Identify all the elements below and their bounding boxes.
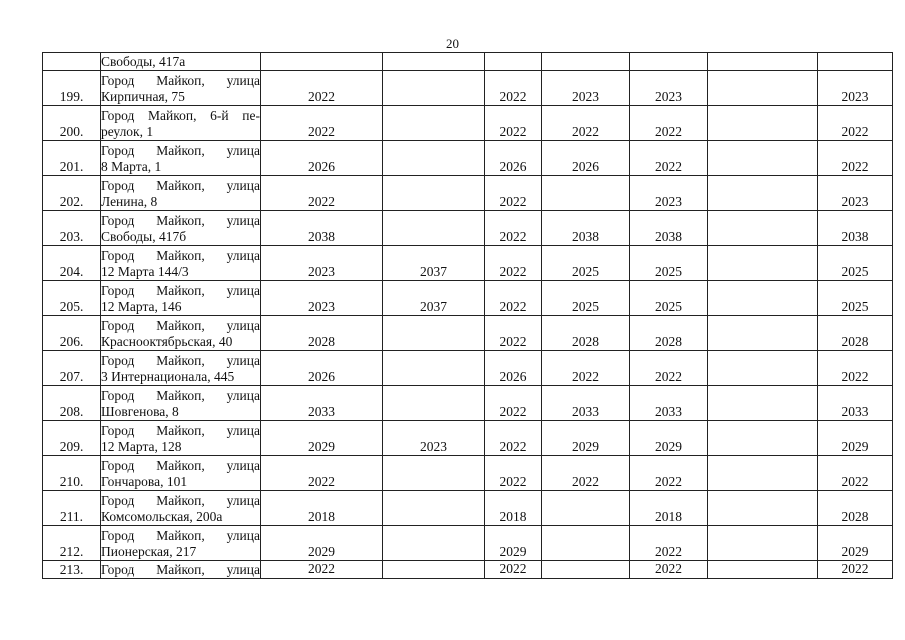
year-cell bbox=[383, 211, 485, 246]
year-cell: 2018 bbox=[630, 491, 708, 526]
year-cell: 2033 bbox=[630, 386, 708, 421]
address-cell bbox=[101, 386, 261, 421]
year-cell bbox=[708, 386, 818, 421]
address-line: Город Майкоп, улица bbox=[101, 283, 260, 298]
year-cell: 2022 bbox=[542, 351, 630, 386]
address-cell bbox=[101, 526, 261, 561]
year-cell bbox=[708, 106, 818, 141]
year-cell: 2028 bbox=[542, 316, 630, 351]
address-cell bbox=[101, 211, 261, 246]
year-cell: 2022 bbox=[485, 106, 542, 141]
year-cell: 2029 bbox=[261, 526, 383, 561]
address-cell bbox=[101, 491, 261, 526]
row-number: 205. bbox=[43, 281, 101, 316]
year-cell bbox=[383, 526, 485, 561]
year-cell bbox=[542, 176, 630, 211]
address-cell bbox=[101, 141, 261, 176]
address-cell bbox=[101, 246, 261, 281]
year-cell: 2038 bbox=[818, 211, 893, 246]
year-cell: 2022 bbox=[261, 561, 383, 579]
address-cell bbox=[101, 71, 261, 106]
table-row bbox=[43, 421, 893, 456]
address-line: Город Майкоп, улица bbox=[101, 562, 260, 577]
address-line: Город Майкоп, улица bbox=[101, 353, 260, 368]
year-cell: 2022 bbox=[818, 351, 893, 386]
year-cell bbox=[485, 53, 542, 71]
table-row bbox=[43, 211, 893, 246]
year-cell: 2022 bbox=[542, 456, 630, 491]
year-cell bbox=[383, 106, 485, 141]
year-cell: 2023 bbox=[383, 421, 485, 456]
address-line: 12 Марта, 128 bbox=[101, 439, 182, 454]
address-line: Ленина, 8 bbox=[101, 194, 158, 209]
address-line: Комсомольская, 200а bbox=[101, 509, 223, 524]
year-cell: 2022 bbox=[630, 561, 708, 579]
row-number: 210. bbox=[43, 456, 101, 491]
year-cell bbox=[542, 526, 630, 561]
page-number: 20 bbox=[446, 36, 459, 51]
address-line: Гончарова, 101 bbox=[101, 474, 188, 489]
year-cell: 2026 bbox=[261, 141, 383, 176]
year-cell: 2029 bbox=[818, 526, 893, 561]
year-cell bbox=[383, 53, 485, 71]
row-number: 204. bbox=[43, 246, 101, 281]
year-cell: 2033 bbox=[818, 386, 893, 421]
table-row bbox=[43, 71, 893, 106]
row-number: 201. bbox=[43, 141, 101, 176]
address-line: Город Майкоп, улица bbox=[101, 388, 260, 403]
address-line: Город Майкоп, улица bbox=[101, 213, 260, 228]
year-cell: 2023 bbox=[818, 176, 893, 211]
year-cell bbox=[383, 141, 485, 176]
year-cell: 2022 bbox=[485, 246, 542, 281]
row-number: 202. bbox=[43, 176, 101, 211]
year-cell: 2025 bbox=[630, 246, 708, 281]
year-cell: 2022 bbox=[630, 351, 708, 386]
year-cell bbox=[708, 421, 818, 456]
year-cell: 2022 bbox=[485, 456, 542, 491]
address-line: Свободы, 417б bbox=[101, 229, 187, 244]
year-cell: 2022 bbox=[485, 421, 542, 456]
year-cell: 2025 bbox=[818, 246, 893, 281]
year-cell bbox=[708, 141, 818, 176]
year-cell: 2022 bbox=[818, 141, 893, 176]
year-cell bbox=[542, 561, 630, 579]
address-line: Город Майкоп, улица bbox=[101, 143, 260, 158]
address-line: Город Майкоп, улица bbox=[101, 178, 260, 193]
year-cell: 2022 bbox=[485, 316, 542, 351]
year-cell: 2022 bbox=[630, 141, 708, 176]
year-cell: 2018 bbox=[261, 491, 383, 526]
address-cell bbox=[101, 106, 261, 141]
year-cell: 2022 bbox=[261, 71, 383, 106]
table-row bbox=[43, 386, 893, 421]
address-cell bbox=[101, 281, 261, 316]
address-cell bbox=[101, 176, 261, 211]
year-cell: 2023 bbox=[261, 281, 383, 316]
year-cell: 2022 bbox=[818, 106, 893, 141]
address-cell bbox=[101, 53, 261, 71]
year-cell bbox=[708, 561, 818, 579]
year-cell: 2022 bbox=[485, 176, 542, 211]
table-row bbox=[43, 106, 893, 141]
row-number: 203. bbox=[43, 211, 101, 246]
year-cell bbox=[708, 246, 818, 281]
year-cell: 2022 bbox=[542, 106, 630, 141]
year-cell: 2029 bbox=[818, 421, 893, 456]
year-cell: 2022 bbox=[261, 106, 383, 141]
year-cell: 2023 bbox=[818, 71, 893, 106]
year-cell bbox=[383, 561, 485, 579]
address-line: 12 Марта 144/3 bbox=[101, 264, 189, 279]
year-cell: 2026 bbox=[485, 141, 542, 176]
table-row bbox=[43, 456, 893, 491]
row-number: 208. bbox=[43, 386, 101, 421]
year-cell: 2018 bbox=[485, 491, 542, 526]
year-cell bbox=[383, 316, 485, 351]
row-number: 212. bbox=[43, 526, 101, 561]
year-cell bbox=[383, 456, 485, 491]
year-cell bbox=[383, 491, 485, 526]
year-cell bbox=[542, 491, 630, 526]
address-cell bbox=[101, 561, 261, 579]
table-row bbox=[43, 141, 893, 176]
year-cell: 2038 bbox=[630, 211, 708, 246]
address-line: Свободы, 417а bbox=[101, 54, 186, 69]
address-line: Кирпичная, 75 bbox=[101, 89, 185, 104]
year-cell: 2023 bbox=[630, 176, 708, 211]
year-cell bbox=[708, 176, 818, 211]
year-cell: 2037 bbox=[383, 281, 485, 316]
year-cell: 2025 bbox=[818, 281, 893, 316]
year-cell: 2022 bbox=[485, 281, 542, 316]
address-line: Город Майкоп, улица bbox=[101, 493, 260, 508]
year-cell bbox=[818, 53, 893, 71]
row-number: 207. bbox=[43, 351, 101, 386]
year-cell: 2022 bbox=[485, 71, 542, 106]
year-cell: 2033 bbox=[542, 386, 630, 421]
year-cell bbox=[383, 176, 485, 211]
year-cell: 2038 bbox=[261, 211, 383, 246]
year-cell bbox=[708, 351, 818, 386]
address-line: Город Майкоп, улица bbox=[101, 423, 260, 438]
row-number: 209. bbox=[43, 421, 101, 456]
year-cell bbox=[708, 456, 818, 491]
row-number: 211. bbox=[43, 491, 101, 526]
row-number: 199. bbox=[43, 71, 101, 106]
year-cell: 2029 bbox=[261, 421, 383, 456]
year-cell: 2022 bbox=[630, 526, 708, 561]
year-cell bbox=[708, 71, 818, 106]
year-cell: 2029 bbox=[542, 421, 630, 456]
year-cell bbox=[261, 53, 383, 71]
year-cell: 2022 bbox=[485, 211, 542, 246]
year-cell bbox=[630, 53, 708, 71]
address-cell bbox=[101, 351, 261, 386]
year-cell: 2026 bbox=[261, 351, 383, 386]
year-cell: 2023 bbox=[630, 71, 708, 106]
table-row bbox=[43, 561, 893, 579]
year-cell: 2022 bbox=[630, 456, 708, 491]
year-cell bbox=[542, 53, 630, 71]
year-cell: 2038 bbox=[542, 211, 630, 246]
table-row bbox=[43, 176, 893, 211]
year-cell bbox=[708, 526, 818, 561]
year-cell: 2026 bbox=[542, 141, 630, 176]
year-cell bbox=[708, 281, 818, 316]
year-cell bbox=[708, 211, 818, 246]
address-line: Пионерская, 217 bbox=[101, 544, 197, 559]
year-cell: 2029 bbox=[630, 421, 708, 456]
year-cell: 2028 bbox=[818, 316, 893, 351]
renovation-schedule-table bbox=[42, 52, 893, 579]
year-cell: 2022 bbox=[261, 176, 383, 211]
address-line: Город Майкоп, улица bbox=[101, 73, 260, 88]
year-cell: 2022 bbox=[261, 456, 383, 491]
address-line: 12 Марта, 146 bbox=[101, 299, 182, 314]
year-cell: 2025 bbox=[542, 281, 630, 316]
table-row bbox=[43, 351, 893, 386]
address-line: Город Майкоп, улица bbox=[101, 458, 260, 473]
address-line: Шовгенова, 8 bbox=[101, 404, 179, 419]
address-line: 3 Интернационала, 445 bbox=[101, 369, 235, 384]
year-cell: 2033 bbox=[261, 386, 383, 421]
year-cell bbox=[383, 386, 485, 421]
year-cell: 2028 bbox=[630, 316, 708, 351]
address-line: Город Майкоп, улица bbox=[101, 528, 260, 543]
table-row bbox=[43, 491, 893, 526]
year-cell: 2022 bbox=[818, 456, 893, 491]
year-cell bbox=[708, 53, 818, 71]
year-cell: 2023 bbox=[542, 71, 630, 106]
year-cell bbox=[383, 351, 485, 386]
row-number: 200. bbox=[43, 106, 101, 141]
year-cell: 2022 bbox=[485, 561, 542, 579]
address-cell bbox=[101, 456, 261, 491]
row-number: 213. bbox=[43, 561, 101, 579]
address-cell bbox=[101, 316, 261, 351]
year-cell: 2028 bbox=[818, 491, 893, 526]
year-cell: 2022 bbox=[818, 561, 893, 579]
year-cell bbox=[708, 316, 818, 351]
year-cell: 2037 bbox=[383, 246, 485, 281]
row-number bbox=[43, 53, 101, 71]
year-cell: 2026 bbox=[485, 351, 542, 386]
address-cell bbox=[101, 421, 261, 456]
year-cell: 2022 bbox=[630, 106, 708, 141]
address-line: реулок, 1 bbox=[101, 124, 154, 139]
year-cell: 2022 bbox=[485, 386, 542, 421]
table-row bbox=[43, 526, 893, 561]
year-cell: 2028 bbox=[261, 316, 383, 351]
address-line: Краснооктябрьская, 40 bbox=[101, 334, 233, 349]
table-row bbox=[43, 281, 893, 316]
table-row bbox=[43, 316, 893, 351]
year-cell: 2025 bbox=[542, 246, 630, 281]
year-cell: 2025 bbox=[630, 281, 708, 316]
address-line: 8 Марта, 1 bbox=[101, 159, 162, 174]
address-line: Город Майкоп, улица bbox=[101, 318, 260, 333]
row-number: 206. bbox=[43, 316, 101, 351]
address-line: Город Майкоп, улица bbox=[101, 248, 260, 263]
table-row bbox=[43, 246, 893, 281]
table-row bbox=[43, 53, 893, 71]
address-line: Город Майкоп, 6-й пе- bbox=[101, 108, 260, 123]
year-cell bbox=[383, 71, 485, 106]
year-cell: 2029 bbox=[485, 526, 542, 561]
year-cell: 2023 bbox=[261, 246, 383, 281]
year-cell bbox=[708, 491, 818, 526]
